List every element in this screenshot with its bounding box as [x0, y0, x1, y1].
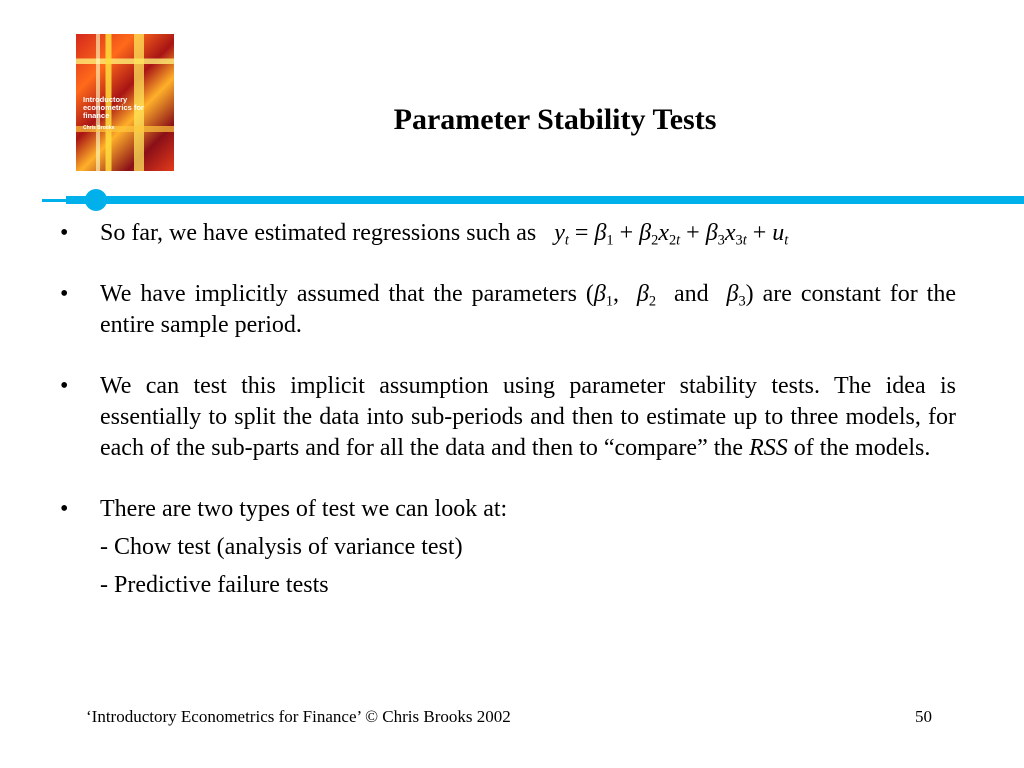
bullet-text: There are two types of test we can look at:: [100, 496, 508, 522]
title-rule-dot: [85, 189, 107, 211]
sub-item-predictive-failure: - Predictive failure tests: [100, 572, 329, 598]
bullet-marker: •: [60, 281, 69, 307]
bullet-item: [58, 371, 956, 464]
page-number: 50: [915, 707, 932, 726]
bullet-item: [58, 218, 956, 249]
bullet-text: of the models.: [793, 435, 931, 461]
footer-copyright: ‘Introductory Econometrics for Finance’ © Chris Brooks 2002: [86, 707, 511, 726]
bullet-item: • We have implicitly assumed that the parameters ($\beta_1$, $\beta_2$ and $\beta_3$) are constant for the entire sample period.: [60, 281, 957, 338]
cover-title: Introductory econometrics for finance: [83, 95, 144, 120]
title-rule: [66, 196, 1024, 204]
bullet-item: [58, 494, 956, 525]
bullet-marker: •: [60, 373, 69, 399]
bullet-text: ) are constant for the entire sample period.: [100, 281, 957, 338]
slide-content: [58, 218, 956, 601]
bullet-text: So far, we have estimated regressions such as: [100, 220, 537, 246]
sub-item-chow-test: - Chow test (analysis of variance test): [100, 534, 463, 560]
bullet-text: We can test this implicit assumption using parameter stability tests. The idea is essentially to split the data into sub-periods and then to estimate up to three models, for each of the sub-parts and for all the data and then to “compare” the: [100, 373, 956, 461]
bullet-text: We have implicitly assumed that the parameters (: [100, 281, 594, 307]
bullet-marker: •: [60, 220, 69, 246]
regression-equation: $y_t = \beta_1 + \beta_2x_{2t} + \beta_3x_{3t} + u_t$: [554, 220, 789, 249]
cover-author: Chris Brooks: [83, 125, 115, 131]
bullet-marker: •: [60, 496, 69, 522]
rss-term: RSS: [749, 435, 788, 461]
book-cover-image: [76, 34, 174, 171]
slide-title: Parameter Stability Tests: [393, 103, 717, 136]
